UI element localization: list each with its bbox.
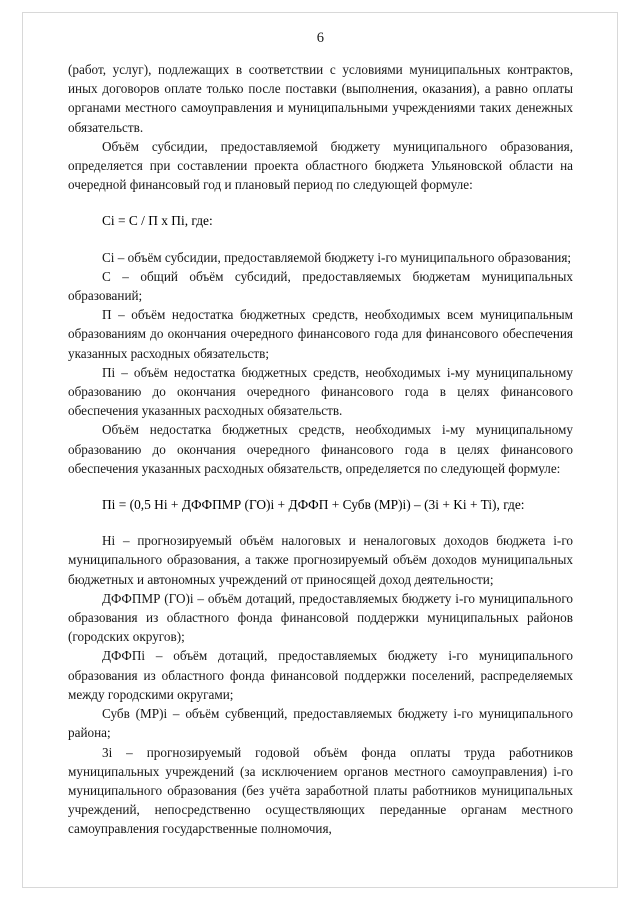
paragraph-1: (работ, услуг), подлежащих в соответствии с условиями муниципальных контрактов, иных договоров оплате только после поставки (выполнения, оказания), а равно оплаты органами местного самоуправления и муниципальными учреждениями таких денежных обязательств. [68,62,573,135]
paragraph-2: Объём субсидии, предоставляемой бюджету муниципального образования, определяется при составлении проекта областного бюджета Ульяновской области на очередной финансовый год и плановый период по следующей формуле: [68,138,573,193]
paragraph-5: П – объём недостатка бюджетных средств, необходимых всем муниципальным образованиям до окончания очередного финансового года для финансового обеспечения указанных расходных обязательств; [68,307,573,361]
paragraph-4: С – общий объём субсидий, предоставляемых бюджетам муниципальных образований; [68,268,573,304]
paragraph-9: ДФФПМР (ГО)i – объём дотаций, предоставляемых бюджету i-го муниципального образования из областного фонда финансовой поддержки муниципальных районов (городских округов); [68,590,573,645]
formula-ci: Ci = C / П х Пi, где: [102,213,213,229]
formula-pi: Пi = (0,5 Hi + ДФФПМР (ГО)i + ДФФП + Субв (МР)i) – (3i + Ki + Ti), где: [102,497,525,513]
paragraph-8: Hi – прогнозируемый объём налоговых и неналоговых доходов бюджета i-го муниципального образования, а также прогнозируемый объём доходов муниципальных бюджетных и автономных учреждений от приносящей доход деятельности; [68,533,573,587]
paragraph-6: Пi – объём недостатка бюджетных средств, необходимых i-му муниципальному образованию до окончания очередного финансового года в целях финансового обеспечения указанных расходных обязательств. [68,364,573,419]
paragraph-3: Ci – объём субсидии, предоставляемой бюджету i-го муниципального образования; [102,249,572,265]
page-number: 6 [316,30,325,46]
paragraph-12: 3i – прогнозируемый годовой объём фонда оплаты труда работников муниципальных учреждений (за исключением органов местного самоуправления) i-го муниципального образования (без учёта заработной платы работников муниципальных учреждений, непосредственно осуществляющих переданные органам местного самоуправления государственные полномочия, [68,744,573,837]
paragraph-7: Объём недостатка бюджетных средств, необходимых i-му муниципальному образованию до окончания очередного финансового года в целях финансового обеспечения указанных расходных обязательств, определяется по следующей формуле: [68,422,573,476]
paragraph-10: ДФФПi – объём дотаций, предоставляемых бюджету i-го муниципального образования из областного фонда финансовой поддержки поселений, распределяемых между городскими округами; [68,648,573,702]
page-content [68,30,573,839]
paragraph-11: Субв (МР)i – объём субвенций, предоставляемых бюджету i-го муниципального района; [68,706,573,741]
